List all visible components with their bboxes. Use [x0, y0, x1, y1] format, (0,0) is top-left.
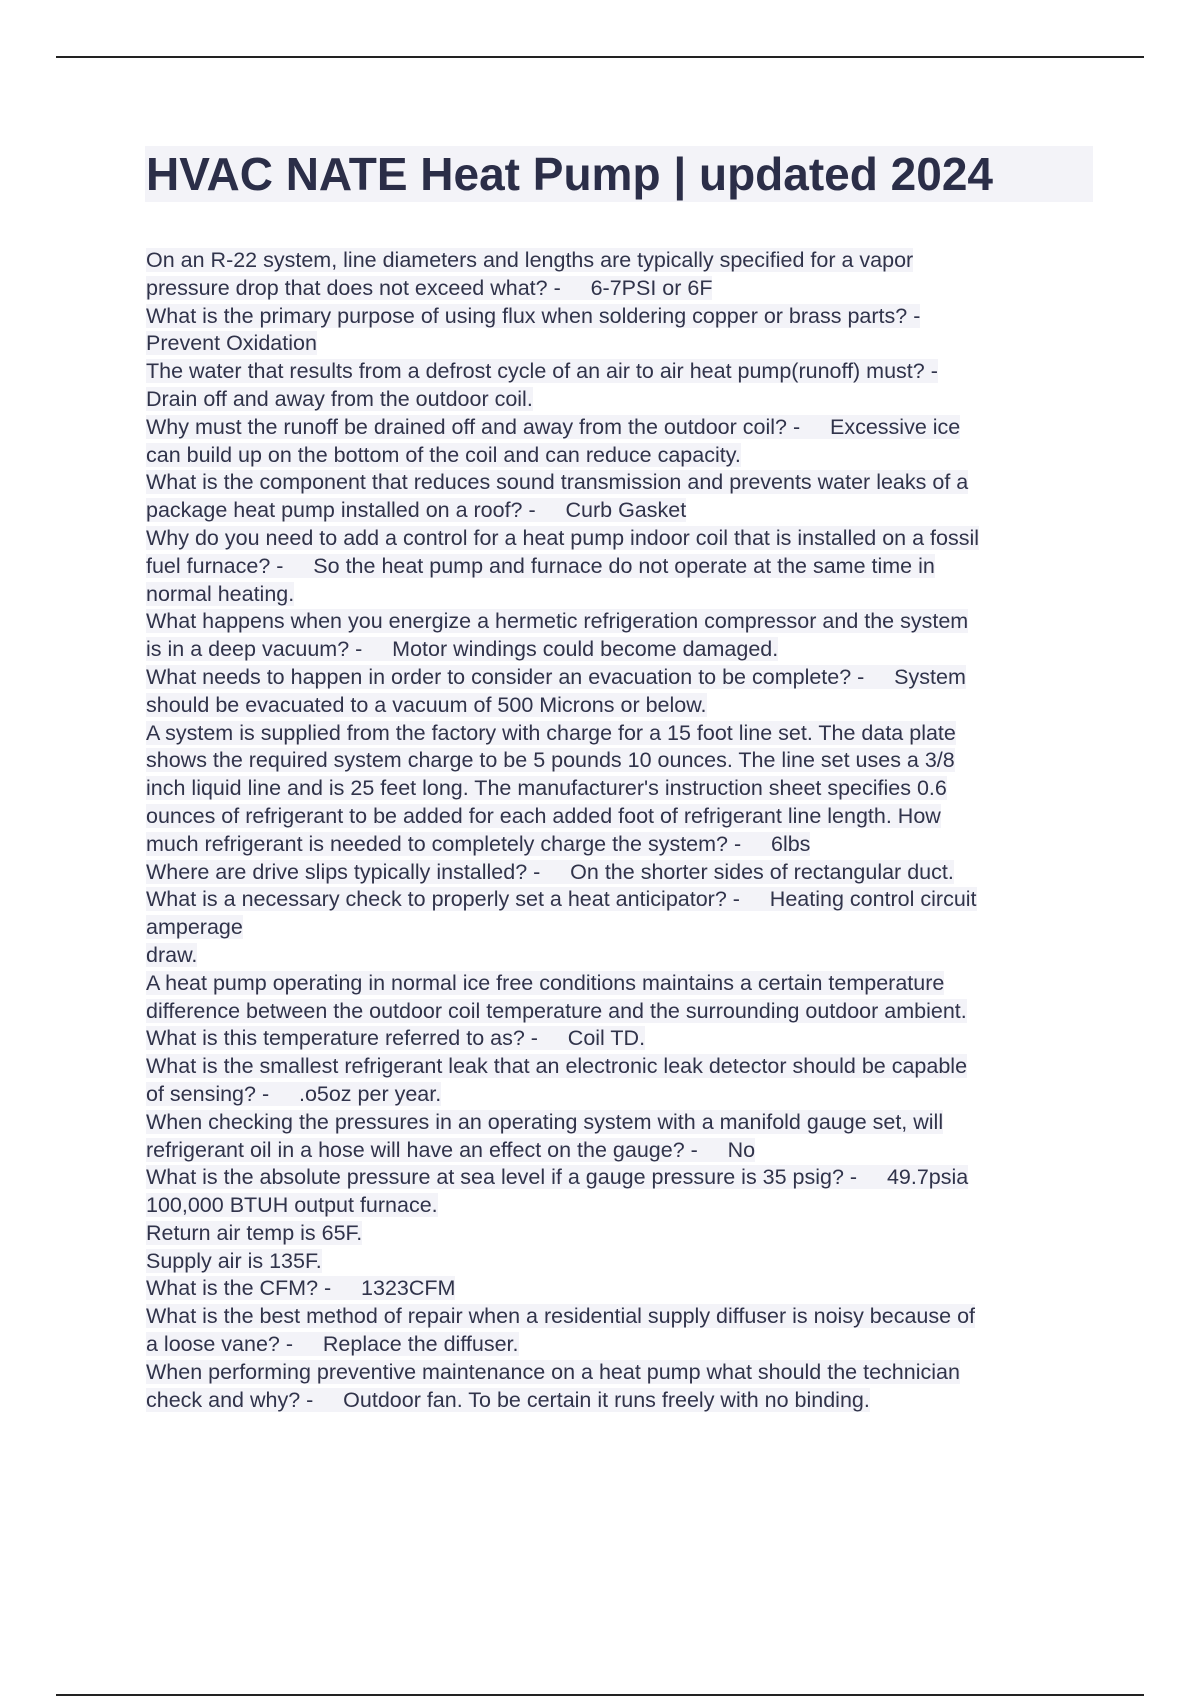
qa-line-text: Supply air is 135F. — [146, 1248, 322, 1273]
qa-line — [146, 608, 1096, 636]
qa-line — [146, 247, 1096, 275]
qa-line — [146, 330, 1096, 358]
qa-line-text: check and why? - Outdoor fan. To be certain it runs freely with no binding. — [146, 1387, 870, 1412]
qa-line-text: a loose vane? - Replace the diffuser. — [146, 1332, 519, 1357]
qa-line-text: draw. — [146, 942, 198, 967]
qa-line — [146, 664, 1096, 692]
qa-line — [146, 1359, 1096, 1387]
qa-line-text: can build up on the bottom of the coil and can reduce capacity. — [146, 442, 741, 467]
qa-line-text: What needs to happen in order to consider an evacuation to be complete? - System — [146, 664, 966, 689]
qa-line — [146, 747, 1096, 775]
qa-line-text: inch liquid line and is 25 feet long. The manufacturer's instruction sheet specifies 0.6 — [146, 776, 947, 801]
qa-line — [146, 636, 1096, 664]
qa-line-text: What is the primary purpose of using flux when soldering copper or brass parts? - — [146, 303, 921, 328]
qa-line-text: A system is supplied from the factory with charge for a 15 foot line set. The data plate — [146, 720, 956, 745]
qa-line — [146, 386, 1096, 414]
qa-line — [146, 1387, 1096, 1415]
qa-line — [146, 1248, 1096, 1276]
qa-line — [146, 1081, 1096, 1109]
qa-line — [146, 831, 1096, 859]
qa-line — [146, 886, 1096, 914]
qa-line — [146, 553, 1096, 581]
qa-line — [146, 275, 1096, 303]
qa-line-text: Why do you need to add a control for a heat pump indoor coil that is installed on a fossil — [146, 525, 980, 550]
qa-line-text: What is this temperature referred to as? - Coil TD. — [146, 1026, 646, 1051]
qa-line-text: refrigerant oil in a hose will have an effect on the gauge? - No — [146, 1137, 756, 1162]
qa-line — [146, 692, 1096, 720]
qa-line-text: When performing preventive maintenance on a heat pump what should the technician — [146, 1359, 960, 1384]
bottom-rule — [56, 1694, 1144, 1696]
qa-line — [146, 525, 1096, 553]
qa-line — [146, 1192, 1096, 1220]
qa-line — [146, 803, 1096, 831]
qa-line-text: What is the CFM? - 1323CFM — [146, 1276, 456, 1301]
qa-line-text: Prevent Oxidation — [146, 331, 317, 356]
qa-line — [146, 1220, 1096, 1248]
qa-line-text: amperage — [146, 915, 243, 940]
qa-line — [146, 1109, 1096, 1137]
qa-line-text: package heat pump installed on a roof? - Curb Gasket — [146, 498, 687, 523]
qa-line — [146, 720, 1096, 748]
qa-line-text: fuel furnace? - So the heat pump and furnace do not operate at the same time in — [146, 553, 935, 578]
qa-line — [146, 1303, 1096, 1331]
qa-line — [146, 581, 1096, 609]
qa-line-text: pressure drop that does not exceed what? - 6-7PSI or 6F — [146, 275, 713, 300]
qa-content — [146, 247, 1096, 1414]
qa-line — [146, 914, 1096, 942]
document-title: HVAC NATE Heat Pump | updated 2024 — [146, 148, 993, 200]
qa-line-text: 100,000 BTUH output furnace. — [146, 1193, 438, 1218]
qa-line — [146, 970, 1096, 998]
top-rule — [56, 56, 1144, 58]
qa-line-text: What is the best method of repair when a residential supply diffuser is noisy because of — [146, 1304, 975, 1329]
qa-line — [146, 358, 1096, 386]
qa-line-text: Why must the runoff be drained off and away from the outdoor coil? - Excessive ice — [146, 414, 961, 439]
qa-line-text: What is the smallest refrigerant leak that an electronic leak detector should be capable — [146, 1054, 968, 1079]
qa-line — [146, 1331, 1096, 1359]
qa-line-text: should be evacuated to a vacuum of 500 Microns or below. — [146, 692, 707, 717]
qa-line — [146, 497, 1096, 525]
qa-line-text: What is the component that reduces sound transmission and prevents water leaks of a — [146, 470, 969, 495]
qa-line — [146, 1275, 1096, 1303]
qa-line-text: A heat pump operating in normal ice free conditions maintains a certain temperature — [146, 970, 945, 995]
qa-line — [146, 1164, 1096, 1192]
qa-line-text: ounces of refrigerant to be added for each added foot of refrigerant line length. How — [146, 803, 941, 828]
qa-line-text: is in a deep vacuum? - Motor windings could become damaged. — [146, 637, 779, 662]
qa-line — [146, 859, 1096, 887]
qa-line-text: Return air temp is 65F. — [146, 1220, 363, 1245]
qa-line — [146, 1025, 1096, 1053]
qa-line-text: What happens when you energize a hermetic refrigeration compressor and the system — [146, 609, 969, 634]
qa-line-text: shows the required system charge to be 5 pounds 10 ounces. The line set uses a 3/8 — [146, 748, 955, 773]
qa-line — [146, 1053, 1096, 1081]
qa-line-text: When checking the pressures in an operating system with a manifold gauge set, will — [146, 1109, 944, 1134]
qa-line — [146, 442, 1096, 470]
qa-line-text: normal heating. — [146, 581, 295, 606]
qa-line-text: Where are drive slips typically installed? - On the shorter sides of rectangular duct. — [146, 859, 954, 884]
qa-line-text: What is a necessary check to properly set a heat anticipator? - Heating control circuit — [146, 887, 977, 912]
qa-line — [146, 998, 1096, 1026]
qa-line-text: The water that results from a defrost cycle of an air to air heat pump(runoff) must? - — [146, 359, 938, 384]
qa-line-text: much refrigerant is needed to completely charge the system? - 6lbs — [146, 831, 811, 856]
qa-line — [146, 303, 1096, 331]
qa-line — [146, 1137, 1096, 1165]
qa-line-text: What is the absolute pressure at sea level if a gauge pressure is 35 psig? - 49.7psia — [146, 1165, 969, 1190]
qa-line-text: Drain off and away from the outdoor coil. — [146, 386, 533, 411]
qa-line — [146, 469, 1096, 497]
qa-line — [146, 775, 1096, 803]
qa-line — [146, 414, 1096, 442]
qa-line-text: difference between the outdoor coil temperature and the surrounding outdoor ambient. — [146, 998, 967, 1023]
qa-line — [146, 942, 1096, 970]
qa-line-text: On an R-22 system, line diameters and lengths are typically specified for a vapor — [146, 248, 914, 272]
qa-line-text: of sensing? - .o5oz per year. — [146, 1081, 442, 1106]
